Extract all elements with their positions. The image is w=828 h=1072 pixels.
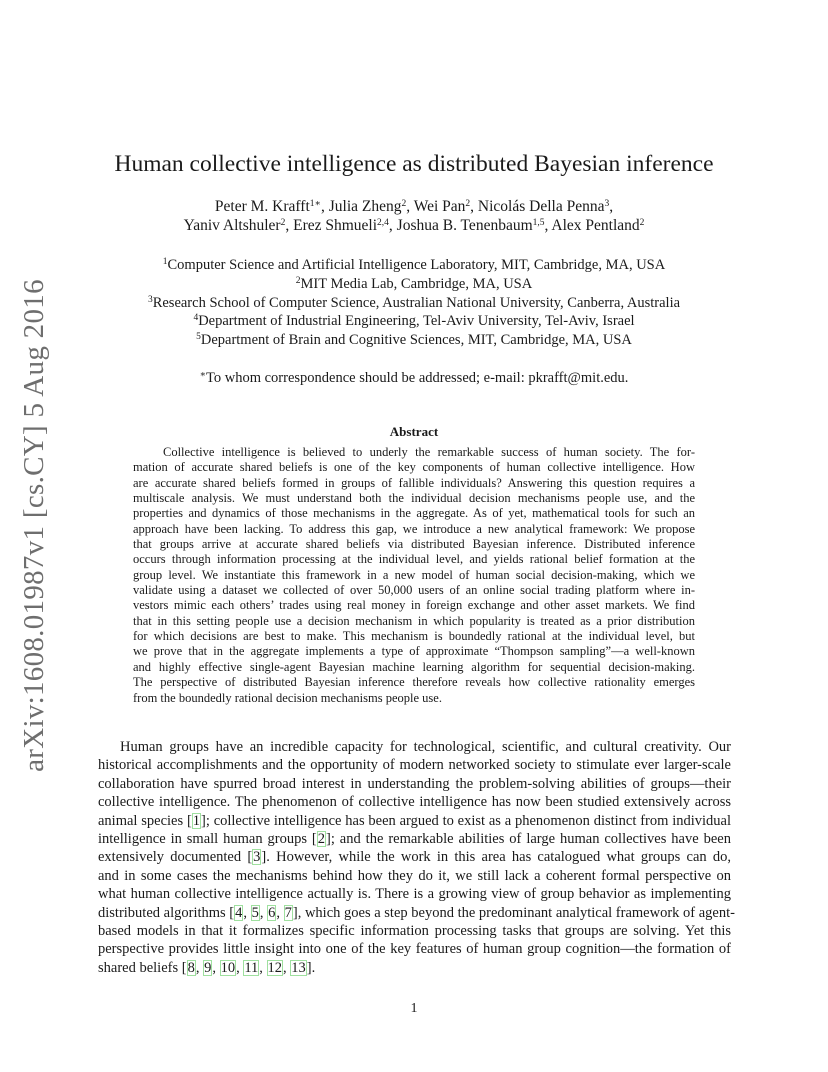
affiliation-line bbox=[0, 275, 828, 294]
citation-link[interactable]: 5 bbox=[251, 904, 259, 921]
page-number: 1 bbox=[410, 1001, 418, 1016]
author-line-2 bbox=[0, 216, 828, 235]
abstract-line: for which decisions are best to make. This mechanism is boundedly rational at the individual level, but bbox=[133, 629, 695, 644]
body-line bbox=[98, 848, 731, 866]
abstract-line: that groups arrive at accurate shared beliefs via distributed Bayesian inference. Distributed inference bbox=[133, 537, 695, 552]
body-text-run: ]; and the remarkable abilities of large human collectives have been bbox=[326, 831, 731, 848]
author-affiliation-marker: 2,4 bbox=[377, 218, 389, 228]
abstract-line: vestors mimic each others’ trades using real money in foreign exchange and other asset markets. We find bbox=[133, 598, 695, 613]
abstract-line: approach have been lacking. To address this gap, we introduce a new analytical framework: We propose bbox=[133, 521, 695, 536]
affiliation-marker: 5 bbox=[196, 332, 201, 343]
body-text-run: ], which goes a step beyond the predominant analytical framework of agent- bbox=[292, 904, 735, 921]
abstract-line: validate using a dataset we collected of over 50,000 users of an online social trading platform where in- bbox=[133, 583, 695, 598]
citation-link[interactable]: 2 bbox=[317, 831, 326, 848]
affiliation-line bbox=[0, 312, 828, 331]
author-affiliation-marker: 1∗ bbox=[309, 199, 321, 209]
body-text-run: collective intelligence. The phenomenon of collective intelligence has now been studied extensively across bbox=[98, 794, 731, 811]
abstract-line: occurs through information processing at the individual level, and yields rational belief formation at the bbox=[133, 552, 695, 567]
author-line-1 bbox=[0, 197, 828, 216]
affiliation-marker: 3 bbox=[147, 294, 153, 305]
author-list bbox=[0, 197, 828, 235]
affiliation-line bbox=[0, 256, 828, 275]
body-line bbox=[98, 904, 735, 922]
abstract-line: that in this setting people use a decision mechanism in which popularity is treated as a prior distribution bbox=[133, 613, 695, 628]
affiliation-text: Computer Science and Artificial Intelligence Laboratory, MIT, Cambridge, MA, USA bbox=[167, 257, 666, 273]
citation-link[interactable]: 6 bbox=[268, 904, 276, 921]
body-text-run: Human groups have an incredible capacity for technological, scientific, and cultural creativity. Our bbox=[120, 739, 731, 755]
abstract-line: and highly effective single-agent Bayesian machine learning algorithm for sequential decision-making. bbox=[133, 659, 695, 674]
arxiv-stamp bbox=[14, 278, 54, 772]
author-name: , Erez Shmueli bbox=[285, 217, 378, 234]
affiliation-marker: 1 bbox=[162, 257, 168, 267]
abstract-body bbox=[133, 445, 695, 706]
body-line bbox=[98, 867, 731, 885]
body-text-run: , bbox=[212, 959, 220, 976]
abstract-line: The perspective of distributed Bayesian inference therefore reveals how collective rationality emerges bbox=[133, 675, 695, 690]
body-line bbox=[98, 959, 731, 977]
body-line bbox=[98, 812, 731, 830]
affiliation-text: MIT Media Lab, Cambridge, MA, USA bbox=[300, 275, 533, 292]
author-name: , Julia Zheng bbox=[320, 198, 402, 215]
citation-link[interactable]: 9 bbox=[204, 959, 212, 976]
body-text-run: , bbox=[283, 959, 291, 976]
affiliation-text: Department of Brain and Cognitive Sciences, MIT, Cambridge, MA, USA bbox=[200, 332, 632, 349]
body-text-run: extensively documented [ bbox=[98, 849, 253, 866]
body-text-run: ]. However, while the work in this area has catalogued what groups can do, bbox=[261, 849, 731, 866]
author-name: , Alex Pentland bbox=[544, 217, 640, 234]
body-text-run: animal species [ bbox=[98, 812, 192, 829]
body-text-run: , bbox=[259, 904, 268, 921]
body-text-run: distributed algorithms [ bbox=[98, 904, 235, 921]
author-affiliation-marker: 1,5 bbox=[532, 218, 545, 228]
affiliation-marker: 2 bbox=[295, 275, 301, 286]
body-text-run: perspective provides little insight into one of the key features of human group cognition—the formation of bbox=[98, 941, 731, 958]
citation-link[interactable]: 3 bbox=[253, 849, 261, 866]
abstract-line: are accurate shared beliefs formed in groups of fallible individuals? Answering this question requires a bbox=[133, 475, 695, 490]
affiliation-text: Research School of Computer Science, Australian National University, Canberra, Australia bbox=[152, 294, 681, 311]
abstract-line: multiscale analysis. We must understand both the individual decision mechanisms people use, and the bbox=[133, 491, 695, 506]
citation-link[interactable]: 13 bbox=[291, 959, 306, 976]
correspondence-text: To whom correspondence should be addressed; e-mail: pkrafft@mit.edu. bbox=[206, 370, 629, 386]
author-affiliation-marker: 2 bbox=[280, 218, 286, 228]
body-line bbox=[98, 793, 731, 811]
author-name: , Wei Pan bbox=[406, 198, 466, 215]
body-line bbox=[98, 775, 731, 793]
body-text-run: , bbox=[195, 959, 204, 976]
body-line bbox=[98, 940, 731, 958]
body-text bbox=[98, 738, 735, 977]
author-affiliation-marker: 2 bbox=[401, 199, 407, 209]
author-name: , bbox=[609, 198, 614, 215]
affiliation-list bbox=[0, 256, 828, 350]
affiliation-text: Department of Industrial Engineering, Tel-Aviv University, Tel-Aviv, Israel bbox=[198, 313, 635, 330]
body-text-run: , bbox=[276, 904, 284, 921]
abstract-line: from the boundedly rational decision mechanisms people use. bbox=[133, 690, 442, 705]
citation-link[interactable]: 10 bbox=[220, 959, 236, 976]
author-name: Yaniv Altshuler bbox=[183, 217, 281, 234]
affiliation-marker: 4 bbox=[193, 313, 199, 324]
citation-link[interactable]: 7 bbox=[284, 904, 292, 921]
citation-link[interactable]: 4 bbox=[235, 904, 243, 921]
body-text-run: , bbox=[236, 959, 244, 976]
author-affiliation-marker: 2 bbox=[639, 218, 645, 228]
body-line bbox=[98, 830, 731, 848]
body-line bbox=[98, 885, 731, 903]
body-text-run: shared beliefs [ bbox=[98, 959, 187, 976]
body-text-run: what human collective intelligence actually is. There is a growing view of group behavior as implementing bbox=[98, 886, 731, 903]
body-text-run: historical accomplishments and the opportunity of modern networked society to stimulate ever larger-scale bbox=[98, 757, 731, 774]
body-text-run: based models in that it formalizes specific information processing tasks that groups are solving. Yet this bbox=[98, 923, 731, 940]
correspondence-marker: ∗ bbox=[199, 370, 207, 380]
author-name: Peter M. Krafft bbox=[214, 198, 310, 215]
body-line bbox=[98, 756, 731, 774]
body-text-run: collaboration have spurred broad interest in understanding the problem-solving abilities of groups—their bbox=[98, 775, 731, 792]
affiliation-line bbox=[0, 294, 828, 313]
author-affiliation-marker: 2 bbox=[465, 199, 471, 209]
author-affiliation-marker: 3 bbox=[604, 199, 610, 209]
abstract-heading: Abstract bbox=[389, 424, 439, 439]
body-text-run: ]; collective intelligence has been argued to exist as a phenomenon distinct from individual bbox=[201, 812, 731, 829]
citation-link[interactable]: 12 bbox=[267, 959, 283, 976]
body-line bbox=[98, 738, 731, 756]
abstract-line: mation of accurate shared beliefs is one of the key components of human collective intelligence. How bbox=[133, 460, 695, 475]
abstract-line: we prove that in the aggregate implements a type of approximate “Thompson sampling”—a well-known bbox=[133, 644, 695, 659]
body-text-run: and in some cases the mechanisms behind how they do it, we still lack a coherent formal perspective on bbox=[98, 867, 731, 884]
body-line bbox=[98, 922, 731, 940]
abstract-line: Collective intelligence is believed to underly the remarkable success of human society. The for- bbox=[163, 445, 695, 459]
abstract-line: properties and dynamics of those mechanisms in the aggregate. As of yet, mathematical tools for such an bbox=[133, 506, 695, 521]
body-text-run: , bbox=[259, 959, 267, 976]
affiliation-line bbox=[0, 331, 828, 350]
body-text-run: ]. bbox=[306, 959, 316, 976]
citation-link[interactable]: 1 bbox=[192, 812, 201, 829]
paper-title: Human collective intelligence as distributed Bayesian inference bbox=[114, 151, 714, 177]
correspondence-note bbox=[0, 369, 828, 387]
citation-link[interactable]: 11 bbox=[244, 959, 259, 976]
citation-link[interactable]: 8 bbox=[187, 959, 195, 976]
abstract-line: group level. We instantiate this framework in a new model of human social decision-making, which we bbox=[133, 567, 695, 582]
body-text-run: intelligence in small human groups [ bbox=[98, 831, 317, 848]
author-name: , Nicolás Della Penna bbox=[470, 198, 605, 215]
body-text-run: , bbox=[243, 904, 251, 921]
arxiv-identifier: arXiv:1608.01987v1 [cs.CY] 5 Aug 2016 bbox=[17, 278, 50, 772]
author-name: , Joshua B. Tenenbaum bbox=[388, 217, 533, 234]
